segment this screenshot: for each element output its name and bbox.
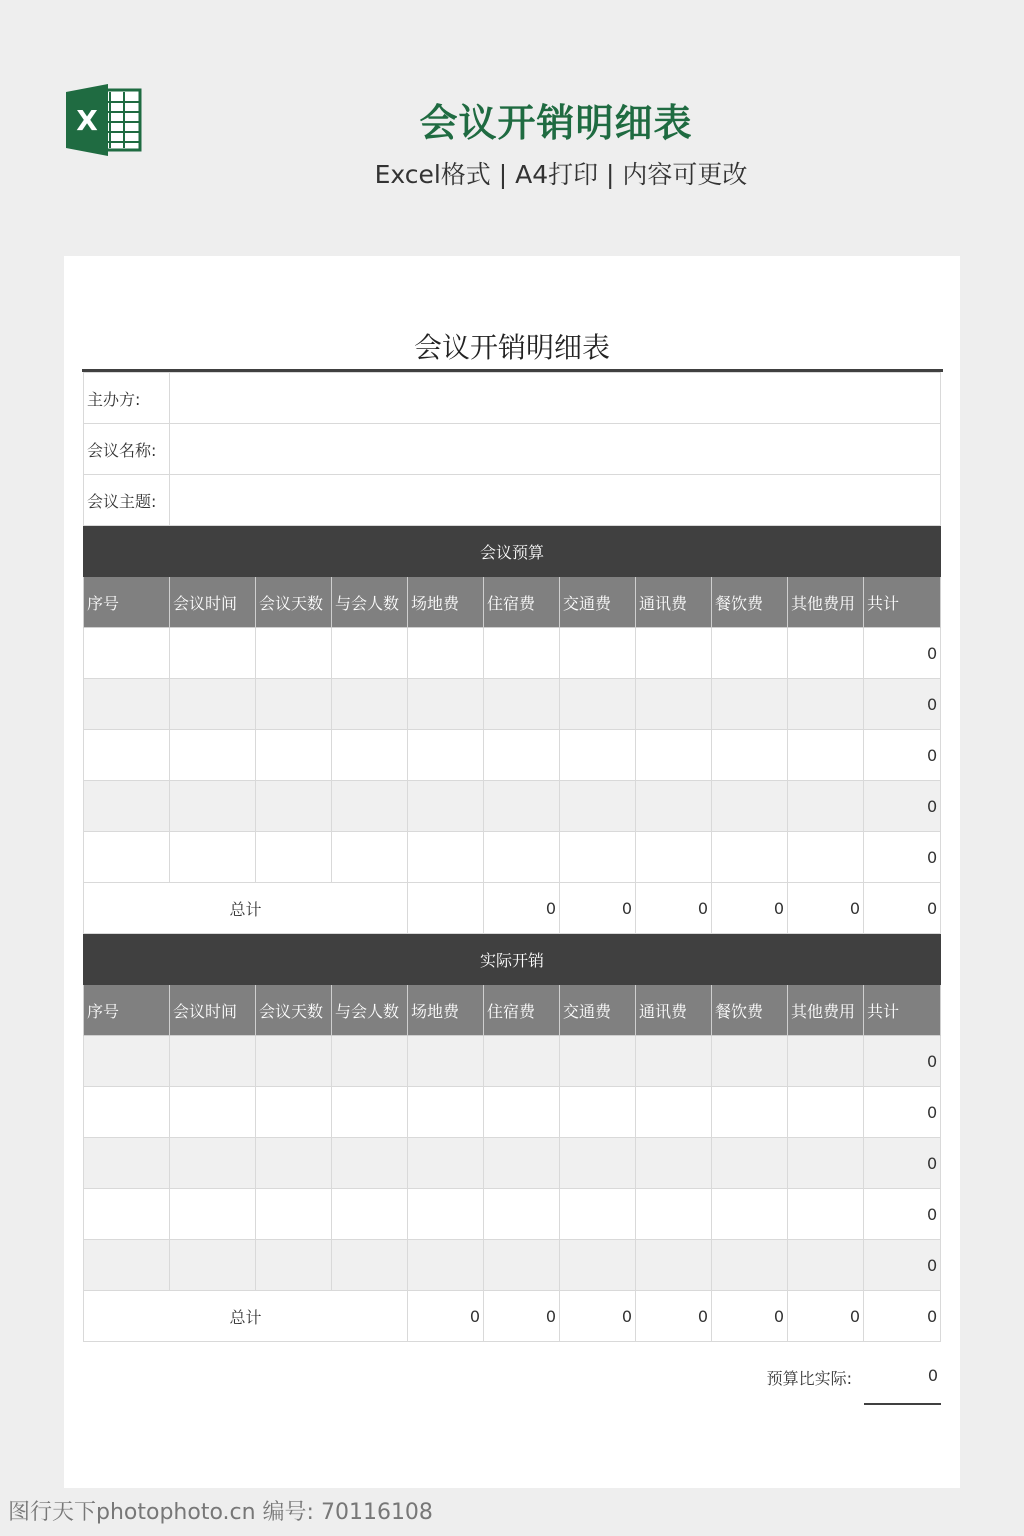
data-cell[interactable]	[256, 1138, 332, 1189]
budget-section-title: 会议预算	[84, 526, 941, 577]
data-cell[interactable]	[636, 1189, 712, 1240]
data-cell[interactable]	[484, 628, 560, 679]
column-header: 会议时间	[170, 577, 256, 628]
data-cell[interactable]	[712, 679, 788, 730]
svg-text:X: X	[76, 104, 98, 137]
data-cell[interactable]	[788, 1036, 864, 1087]
data-cell[interactable]	[84, 1189, 170, 1240]
data-cell[interactable]	[560, 832, 636, 883]
data-cell[interactable]	[170, 832, 256, 883]
column-header: 会议时间	[170, 985, 256, 1036]
data-cell[interactable]	[170, 679, 256, 730]
data-cell[interactable]	[484, 781, 560, 832]
data-cell[interactable]	[170, 1036, 256, 1087]
data-cell[interactable]	[560, 781, 636, 832]
column-header: 会议天数	[256, 577, 332, 628]
info-label: 会议主题:	[84, 475, 170, 526]
data-cell[interactable]	[636, 628, 712, 679]
data-cell[interactable]	[484, 1036, 560, 1087]
data-cell[interactable]	[408, 1240, 484, 1291]
table-row	[84, 781, 941, 832]
data-cell[interactable]	[560, 1036, 636, 1087]
column-header-row	[84, 577, 941, 628]
data-cell[interactable]	[484, 1087, 560, 1138]
data-cell[interactable]	[332, 1087, 408, 1138]
data-cell[interactable]	[256, 1189, 332, 1240]
data-cell[interactable]	[788, 730, 864, 781]
data-cell[interactable]	[484, 1138, 560, 1189]
data-cell[interactable]	[170, 1189, 256, 1240]
data-cell[interactable]	[636, 730, 712, 781]
data-cell[interactable]	[636, 1240, 712, 1291]
data-cell[interactable]	[636, 781, 712, 832]
data-cell[interactable]	[170, 1240, 256, 1291]
data-cell[interactable]	[712, 1138, 788, 1189]
total-value[interactable]: 0	[408, 1291, 484, 1342]
data-cell[interactable]	[484, 1240, 560, 1291]
data-cell[interactable]	[332, 1138, 408, 1189]
data-cell[interactable]	[788, 1189, 864, 1240]
total-value[interactable]: 0	[484, 883, 560, 934]
data-cell[interactable]	[84, 781, 170, 832]
table-row	[84, 730, 941, 781]
data-cell[interactable]	[712, 1189, 788, 1240]
column-header: 其他费用	[788, 577, 864, 628]
data-cell[interactable]	[712, 832, 788, 883]
column-header-row	[84, 985, 941, 1036]
column-header: 通讯费	[636, 985, 712, 1036]
table-row	[84, 1240, 941, 1291]
data-cell[interactable]	[560, 679, 636, 730]
data-cell[interactable]	[560, 1138, 636, 1189]
data-cell[interactable]	[788, 1138, 864, 1189]
table-row	[84, 1036, 941, 1087]
data-cell[interactable]	[484, 730, 560, 781]
data-cell[interactable]	[256, 730, 332, 781]
info-row	[84, 373, 941, 424]
table-row	[84, 832, 941, 883]
data-cell[interactable]	[408, 1036, 484, 1087]
data-cell[interactable]	[84, 1240, 170, 1291]
total-value[interactable]: 0	[712, 1291, 788, 1342]
total-value[interactable]: 0	[864, 883, 941, 934]
data-cell[interactable]	[332, 781, 408, 832]
data-cell[interactable]	[332, 1036, 408, 1087]
data-cell[interactable]	[712, 1240, 788, 1291]
info-value[interactable]	[170, 373, 941, 424]
page-subtitle: Excel格式 | A4打印 | 内容可更改	[374, 160, 748, 189]
row-total[interactable]: 0	[864, 730, 941, 781]
data-cell[interactable]	[256, 1087, 332, 1138]
table-row	[84, 679, 941, 730]
column-header: 餐饮费	[712, 577, 788, 628]
data-cell[interactable]	[256, 1036, 332, 1087]
row-total[interactable]: 0	[864, 1189, 941, 1240]
column-header: 其他费用	[788, 985, 864, 1036]
data-cell[interactable]	[636, 1036, 712, 1087]
data-cell[interactable]	[712, 628, 788, 679]
total-row	[84, 1291, 941, 1342]
table-row	[84, 1138, 941, 1189]
total-value[interactable]: 0	[712, 883, 788, 934]
sheet-title: 会议开销明细表	[413, 331, 610, 364]
column-header: 住宿费	[484, 577, 560, 628]
section-header	[84, 526, 941, 577]
data-cell[interactable]	[332, 679, 408, 730]
row-total[interactable]: 0	[864, 628, 941, 679]
section-header	[84, 934, 941, 985]
data-cell[interactable]	[712, 730, 788, 781]
total-row	[84, 883, 941, 934]
total-label: 总计	[84, 883, 408, 934]
column-header: 住宿费	[484, 985, 560, 1036]
data-cell[interactable]	[170, 730, 256, 781]
data-cell[interactable]	[408, 679, 484, 730]
data-cell[interactable]	[636, 1138, 712, 1189]
data-cell[interactable]	[256, 1240, 332, 1291]
data-cell[interactable]	[408, 1087, 484, 1138]
watermark: 图行天下photophoto.cn 编号: 70116108	[8, 1500, 433, 1525]
column-header: 交通费	[560, 577, 636, 628]
data-cell[interactable]	[788, 1240, 864, 1291]
total-value[interactable]: 0	[788, 1291, 864, 1342]
total-value[interactable]: 0	[788, 883, 864, 934]
data-cell[interactable]	[84, 1138, 170, 1189]
data-cell[interactable]	[332, 1240, 408, 1291]
data-cell[interactable]	[170, 781, 256, 832]
actual-section-title: 实际开销	[84, 934, 941, 985]
ratio-label: 预算比实际:	[766, 1369, 852, 1388]
data-cell[interactable]	[712, 1036, 788, 1087]
data-cell[interactable]	[408, 1189, 484, 1240]
data-cell[interactable]	[170, 628, 256, 679]
row-total[interactable]: 0	[864, 1240, 941, 1291]
data-cell[interactable]	[560, 1189, 636, 1240]
expense-table	[83, 372, 941, 1342]
total-value[interactable]: 0	[636, 883, 712, 934]
data-cell[interactable]	[84, 832, 170, 883]
column-header: 会议天数	[256, 985, 332, 1036]
row-total[interactable]: 0	[864, 781, 941, 832]
table-row	[84, 628, 941, 679]
total-value[interactable]: 0	[484, 1291, 560, 1342]
data-cell[interactable]	[712, 1087, 788, 1138]
data-cell[interactable]	[84, 730, 170, 781]
data-cell[interactable]	[560, 1240, 636, 1291]
column-header: 与会人数	[332, 577, 408, 628]
data-cell[interactable]	[636, 1087, 712, 1138]
row-total[interactable]: 0	[864, 679, 941, 730]
data-cell[interactable]	[332, 832, 408, 883]
table-row	[84, 1189, 941, 1240]
row-total[interactable]: 0	[864, 1087, 941, 1138]
row-total[interactable]: 0	[864, 832, 941, 883]
data-cell[interactable]	[408, 832, 484, 883]
column-header: 序号	[84, 985, 170, 1036]
data-cell[interactable]	[170, 1087, 256, 1138]
data-cell[interactable]	[256, 781, 332, 832]
data-cell[interactable]	[788, 679, 864, 730]
info-row	[84, 475, 941, 526]
total-value[interactable]	[408, 883, 484, 934]
data-cell[interactable]	[332, 628, 408, 679]
data-cell[interactable]	[408, 1138, 484, 1189]
total-value[interactable]: 0	[560, 1291, 636, 1342]
data-cell[interactable]	[560, 1087, 636, 1138]
data-cell[interactable]	[560, 730, 636, 781]
info-value[interactable]	[170, 475, 941, 526]
page-title: 会议开销明细表	[419, 101, 693, 145]
data-cell[interactable]	[170, 1138, 256, 1189]
data-cell[interactable]	[84, 1087, 170, 1138]
column-header: 交通费	[560, 985, 636, 1036]
data-cell[interactable]	[332, 1189, 408, 1240]
info-value[interactable]	[170, 424, 941, 475]
info-label: 会议名称:	[84, 424, 170, 475]
page-header	[0, 0, 1024, 240]
total-value[interactable]: 0	[636, 1291, 712, 1342]
column-header: 场地费	[408, 577, 484, 628]
column-header: 场地费	[408, 985, 484, 1036]
data-cell[interactable]	[84, 1036, 170, 1087]
column-header: 序号	[84, 577, 170, 628]
row-total[interactable]: 0	[864, 1036, 941, 1087]
data-cell[interactable]	[484, 679, 560, 730]
info-row	[84, 424, 941, 475]
info-label: 主办方:	[84, 373, 170, 424]
column-header: 通讯费	[636, 577, 712, 628]
data-cell[interactable]	[636, 832, 712, 883]
data-cell[interactable]	[256, 628, 332, 679]
data-cell[interactable]	[408, 628, 484, 679]
data-cell[interactable]	[636, 679, 712, 730]
data-cell[interactable]	[84, 628, 170, 679]
column-header: 共计	[864, 985, 941, 1036]
data-cell[interactable]	[408, 781, 484, 832]
total-value[interactable]: 0	[560, 883, 636, 934]
table-row	[84, 1087, 941, 1138]
data-cell[interactable]	[712, 781, 788, 832]
data-cell[interactable]	[256, 832, 332, 883]
data-cell[interactable]	[788, 832, 864, 883]
data-cell[interactable]	[484, 832, 560, 883]
data-cell[interactable]	[560, 628, 636, 679]
ratio-value[interactable]: 0	[927, 1366, 938, 1385]
row-total[interactable]: 0	[864, 1138, 941, 1189]
data-cell[interactable]	[332, 730, 408, 781]
data-cell[interactable]	[408, 730, 484, 781]
ratio-underline	[864, 1403, 941, 1405]
total-value[interactable]: 0	[864, 1291, 941, 1342]
data-cell[interactable]	[788, 781, 864, 832]
data-cell[interactable]	[484, 1189, 560, 1240]
data-cell[interactable]	[788, 1087, 864, 1138]
data-cell[interactable]	[256, 679, 332, 730]
column-header: 与会人数	[332, 985, 408, 1036]
column-header: 共计	[864, 577, 941, 628]
total-label: 总计	[84, 1291, 408, 1342]
column-header: 餐饮费	[712, 985, 788, 1036]
data-cell[interactable]	[788, 628, 864, 679]
data-cell[interactable]	[84, 679, 170, 730]
